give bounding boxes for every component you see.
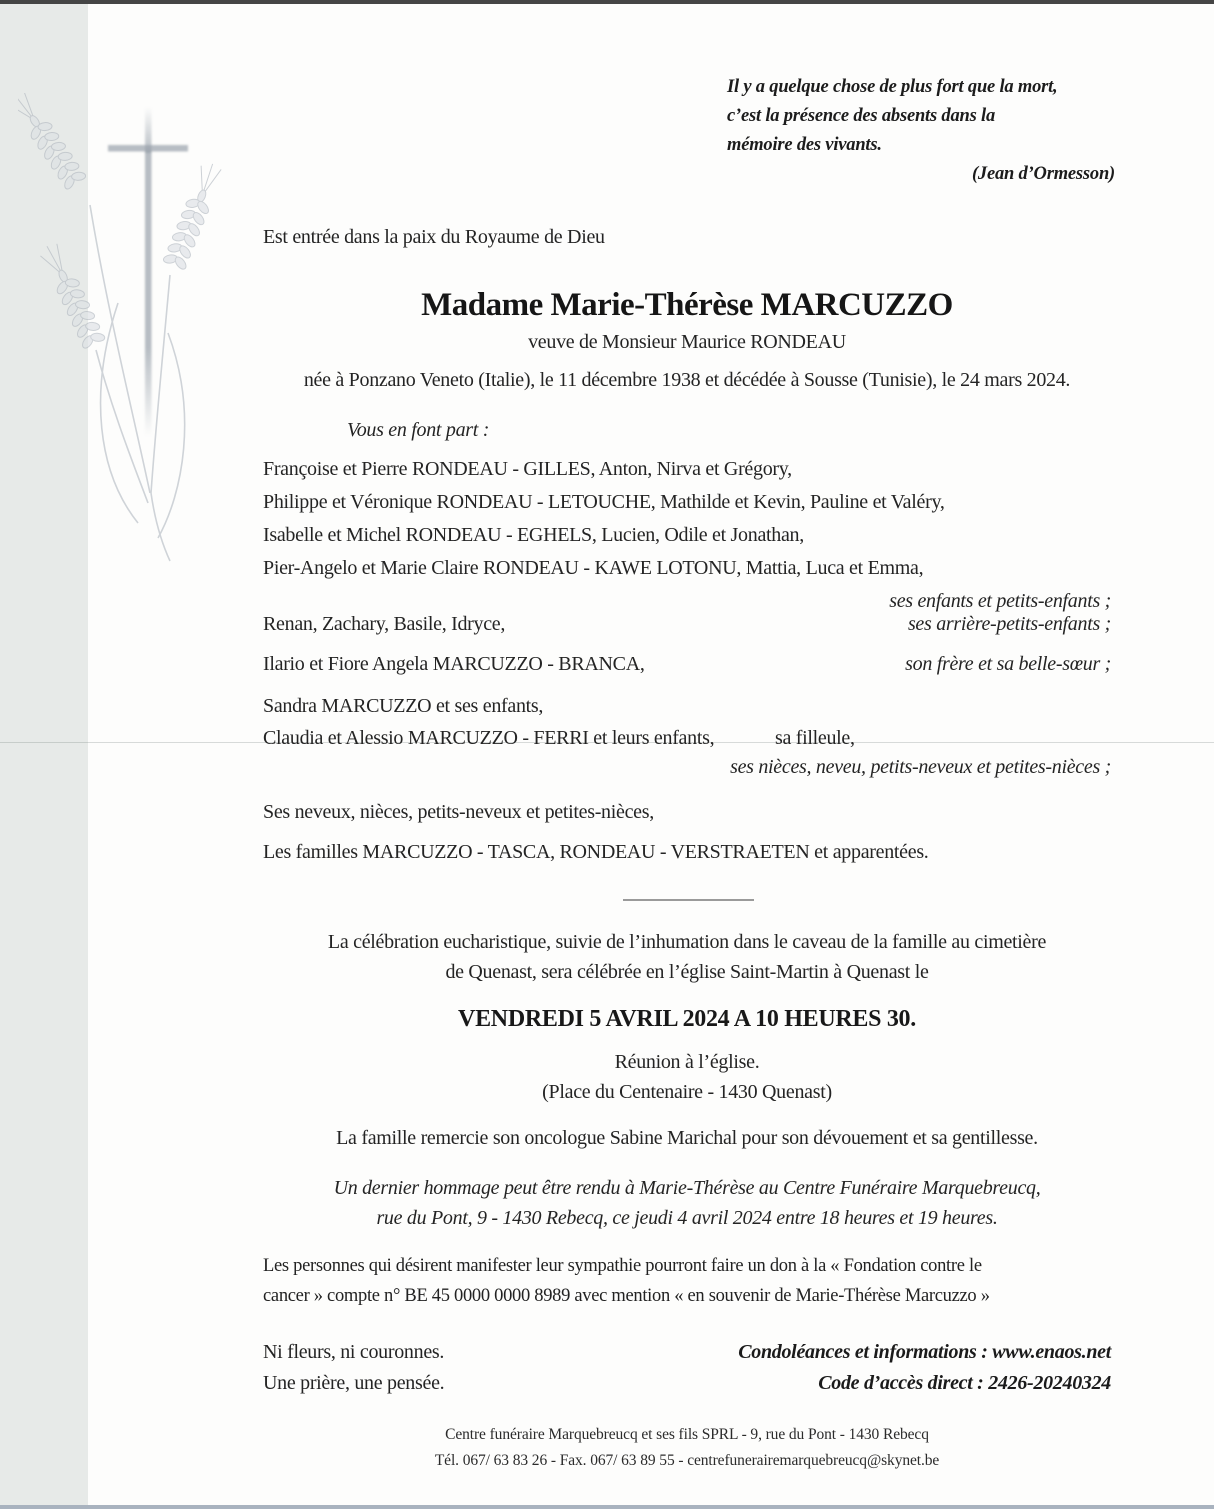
cross-icon	[108, 107, 188, 437]
quote-line: mémoire des vivants.	[727, 135, 882, 155]
relation-label-children: ses enfants et petits-enfants ;	[889, 590, 1111, 612]
great-grandchildren-row	[263, 613, 1111, 636]
family-line: Isabelle et Michel RONDEAU - EGHELS, Lucien, Odile et Jonathan,	[263, 524, 804, 546]
funeral-home-footer	[263, 1422, 1111, 1474]
announcement-intro: Vous en font part :	[347, 419, 490, 441]
cross-and-wheat-icon	[18, 93, 233, 573]
family-line: Ilario et Fiore Angela MARCUZZO - BRANCA,	[263, 653, 645, 675]
meeting-line: Réunion à l’église.	[614, 1051, 760, 1073]
quote-line: Il y a quelque chose de plus fort que la mort,	[727, 77, 1058, 97]
ceremony-datetime: VENDREDI 5 AVRIL 2024 A 10 HEURES 30.	[458, 1006, 916, 1032]
tribute-line: rue du Pont, 9 - 1430 Rebecq, ce jeudi 4 avril 2024 entre 18 heures et 19 heures.	[376, 1207, 998, 1229]
brother-row	[263, 653, 1111, 676]
closing-row	[263, 1372, 1111, 1395]
family-line-names: Claudia et Alessio MARCUZZO - FERRI et leurs enfants,	[263, 727, 715, 749]
family-line: Renan, Zachary, Basile, Idryce,	[263, 613, 506, 635]
family-line: Sandra MARCUZZO et ses enfants,	[263, 695, 544, 717]
quote-line: c’est la présence des absents dans la	[727, 106, 996, 126]
birth-death-line: née à Ponzano Veneto (Italie), le 11 décembre 1938 et décédée à Sousse (Tunisie), le 24 mars 2024.	[303, 369, 1071, 391]
access-code-line: Code d’accès direct : 2426-20240324	[818, 1372, 1111, 1394]
relation-label-nieces: ses nièces, neveu, petits-neveux et petites-nièces ;	[730, 756, 1111, 778]
donation-line: cancer » compte n° BE 45 0000 0000 8989 avec mention « en souvenir de Marie-Thérèse Marcuzzo »	[263, 1286, 990, 1306]
family-line: Françoise et Pierre RONDEAU - GILLES, Anton, Nirva et Grégory,	[263, 458, 792, 480]
ceremony-line: de Quenast, sera célébrée en l’église Saint-Martin à Quenast le	[445, 961, 929, 983]
ceremony-line: La célébration eucharistique, suivie de l’inhumation dans le caveau de la famille au cimetière	[327, 931, 1047, 953]
scan-edge-top	[0, 0, 1214, 4]
tribute-line: Un dernier hommage peut être rendu à Marie-Thérèse au Centre Funéraire Marquebreucq,	[333, 1177, 1041, 1199]
meeting-place: (Place du Centenaire - 1430 Quenast)	[542, 1081, 832, 1103]
closing-row	[263, 1341, 1111, 1364]
quote-attribution: (Jean d’Ormesson)	[971, 164, 1115, 184]
children-list	[263, 453, 1111, 618]
donation-paragraph	[263, 1251, 990, 1311]
footer-line: Centre funéraire Marquebreucq et ses fils SPRL - 9, rue du Pont - 1430 Rebecq	[445, 1426, 929, 1443]
ceremony-paragraph	[263, 927, 1111, 987]
family-line: Philippe et Véronique RONDEAU - LETOUCHE, Mathilde et Kevin, Pauline et Valéry,	[263, 491, 945, 513]
relation-label-goddaughter: sa filleule,	[774, 727, 855, 749]
widow-of-line: veuve de Monsieur Maurice RONDEAU	[528, 331, 846, 353]
relation-label-great-grandchildren: ses arrière-petits-enfants ;	[907, 613, 1111, 635]
thanks-line: La famille remercie son oncologue Sabine Marichal pour son dévouement et sa gentillesse.	[336, 1127, 1038, 1149]
donation-line: Les personnes qui désirent manifester leur sympathie pourront faire un don à la « Fondation contre le	[263, 1256, 982, 1276]
section-divider	[623, 899, 754, 901]
footer-line: Tél. 067/ 63 83 26 - Fax. 067/ 63 89 55 - centrefunerairemarquebreucq@skynet.be	[434, 1452, 940, 1469]
tribute-paragraph	[263, 1173, 1111, 1233]
deceased-name: Madame Marie-Thérèse MARCUZZO	[421, 287, 953, 323]
condolences-line: Condoléances et informations : www.enaos.net	[738, 1341, 1111, 1363]
prayer-line: Une prière, une pensée.	[263, 1372, 445, 1394]
nephews-line: Ses neveux, nièces, petits-neveux et petites-nièces,	[263, 801, 654, 823]
opening-line: Est entrée dans la paix du Royaume de Dieu	[263, 226, 605, 248]
wheat-stalks	[18, 93, 227, 561]
relation-label-brother: son frère et sa belle-sœur ;	[905, 653, 1111, 675]
family-line: Pier-Angelo et Marie Claire RONDEAU - KAWE LOTONU, Mattia, Luca et Emma,	[263, 557, 924, 579]
no-flowers-line: Ni fleurs, ni couronnes.	[263, 1341, 445, 1363]
families-line: Les familles MARCUZZO - TASCA, RONDEAU - VERSTRAETEN et apparentées.	[263, 841, 929, 863]
scan-edge-bottom	[0, 1505, 1214, 1509]
family-line	[263, 727, 855, 750]
epigraph-quote	[727, 73, 1115, 189]
